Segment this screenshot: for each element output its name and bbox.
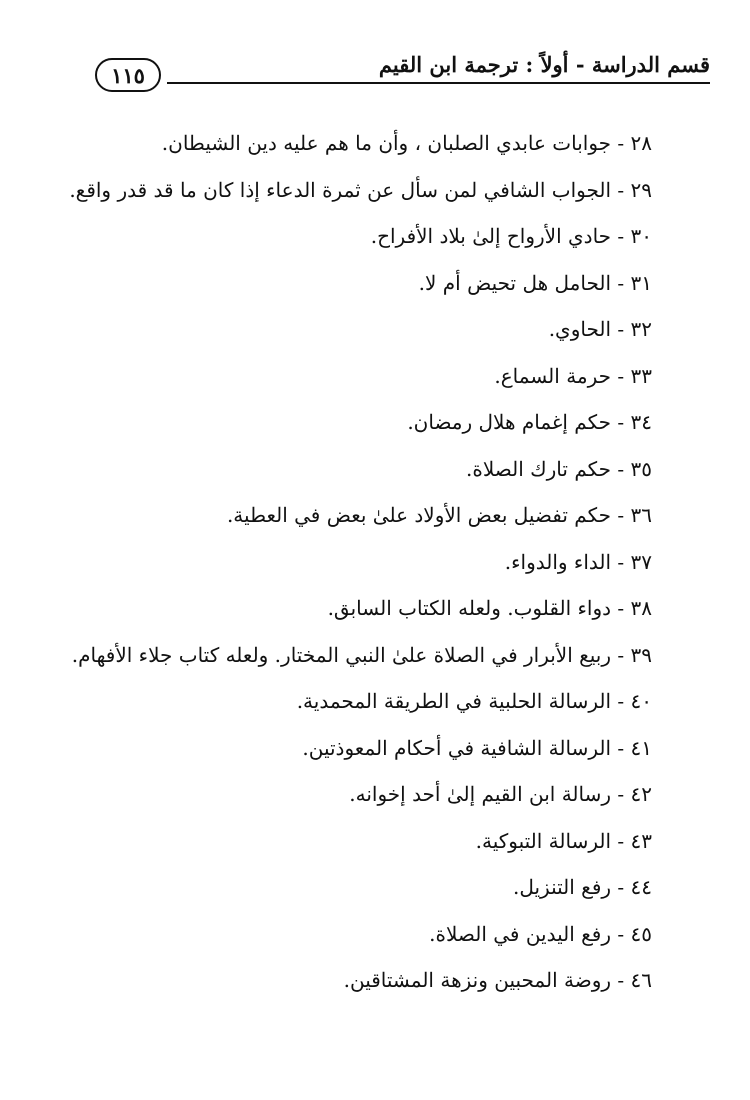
list-item-number: ٤١ [630,735,652,760]
list-item-title: الرسالة التبوكية. [475,828,612,853]
list-item-number: ٤٢ [630,782,652,806]
list-item: ٣٩ - ربيع الأبرار في الصلاة علىٰ النبي المختار. ولعله كتاب جلاء الأفهام. [71,642,652,667]
list-item-number: ٣٦ [630,503,652,527]
list-item-number: ٤٥ [630,921,652,946]
list-item: ٣٠ - حادي الأرواح إلىٰ بلاد الأفراح. [370,224,652,248]
list-item-title: ربيع الأبرار في الصلاة علىٰ النبي المختار. ولعله كتاب جلاء الأفهام. [71,642,612,667]
list-item-number: ٣٩ [630,642,652,667]
list-item-number: ٣٨ [630,596,652,620]
list-item: ٣١ - الحامل هل تحيض أم لا. [418,270,652,295]
list-item-number: ٤٤ [630,875,652,899]
list-item: ٤١ - الرسالة الشافية في أحكام المعوذتين. [302,735,652,760]
running-header-title: قسم الدراسة - أولاً : ترجمة ابن القيم [378,52,710,77]
list-item: ٣٢ - الحاوي. [548,317,652,341]
list-item-title: رفع اليدين في الصلاة. [429,921,612,946]
list-item-title: حكم إغمام هلال رمضان. [407,410,612,434]
list-item-title: حكم تفضيل بعض الأولاد علىٰ بعض في العطية. [226,503,612,527]
page-number-badge [95,58,161,92]
list-item-number: ٣١ [630,270,652,295]
list-item-title: حادي الأرواح إلىٰ بلاد الأفراح. [370,224,612,248]
list-item-number: ٣٣ [630,363,652,388]
list-item: ٤٠ - الرسالة الحلبية في الطريقة المحمدية. [296,689,652,713]
list-item-title: رفع التنزيل. [512,875,612,899]
list-item: ٤٦ - روضة المحبين ونزهة المشتاقين. [343,968,652,992]
list-item-title: دواء القلوب. ولعله الكتاب السابق. [327,596,612,620]
page-number: ١١٥ [111,62,145,88]
header-rule [167,82,710,84]
list-item-title: حكم تارك الصلاة. [466,456,612,481]
list-item: ٣٦ - حكم تفضيل بعض الأولاد علىٰ بعض في العطية. [226,503,652,527]
list-item-number: ٣٤ [630,410,652,434]
list-item: ٤٤ - رفع التنزيل. [512,875,652,899]
list-item: ٤٣ - الرسالة التبوكية. [475,828,652,853]
list-item-title: حرمة السماع. [494,363,612,388]
list-item-title: جوابات عابدي الصلبان ، وأن ما هم عليه دين الشيطان. [161,131,612,155]
list-item-number: ٢٩ [630,177,652,202]
list-item-title: روضة المحبين ونزهة المشتاقين. [343,968,612,992]
list-item: ٤٢ - رسالة ابن القيم إلىٰ أحد إخوانه. [349,782,652,806]
list-item-number: ٣٥ [630,456,652,481]
list-item-title: الرسالة الحلبية في الطريقة المحمدية. [296,689,612,713]
list-item-title: الحامل هل تحيض أم لا. [418,270,612,295]
list-item-number: ٣٧ [630,549,652,574]
list-item-number: ٣٢ [630,317,652,341]
list-item-number: ٤٠ [630,689,652,713]
list-item: ٣٨ - دواء القلوب. ولعله الكتاب السابق. [327,596,652,620]
list-item: ٣٥ - حكم تارك الصلاة. [466,456,652,481]
list-item: ٣٣ - حرمة السماع. [494,363,652,388]
list-item-title: الحاوي. [548,317,612,341]
list-item-title: الرسالة الشافية في أحكام المعوذتين. [302,735,612,760]
list-item: ٣٧ - الداء والدواء. [504,549,652,574]
list-item-number: ٤٦ [630,968,652,992]
list-item-title: الداء والدواء. [504,549,612,574]
list-item-title: رسالة ابن القيم إلىٰ أحد إخوانه. [349,782,612,806]
list-item: ٢٨ - جوابات عابدي الصلبان ، وأن ما هم عليه دين الشيطان. [161,131,652,155]
list-item-number: ٤٣ [630,828,652,853]
list-item-title: الجواب الشافي لمن سأل عن ثمرة الدعاء إذا كان ما قد قدر واقع. [69,177,612,202]
list-item: ٢٩ - الجواب الشافي لمن سأل عن ثمرة الدعاء إذا كان ما قد قدر واقع. [69,177,652,202]
page-header [95,48,710,92]
list-item-number: ٢٨ [630,131,652,155]
book-list [32,120,652,1004]
list-item: ٤٥ - رفع اليدين في الصلاة. [429,921,652,946]
list-item-number: ٣٠ [630,224,652,248]
list-item: ٣٤ - حكم إغمام هلال رمضان. [407,410,652,434]
